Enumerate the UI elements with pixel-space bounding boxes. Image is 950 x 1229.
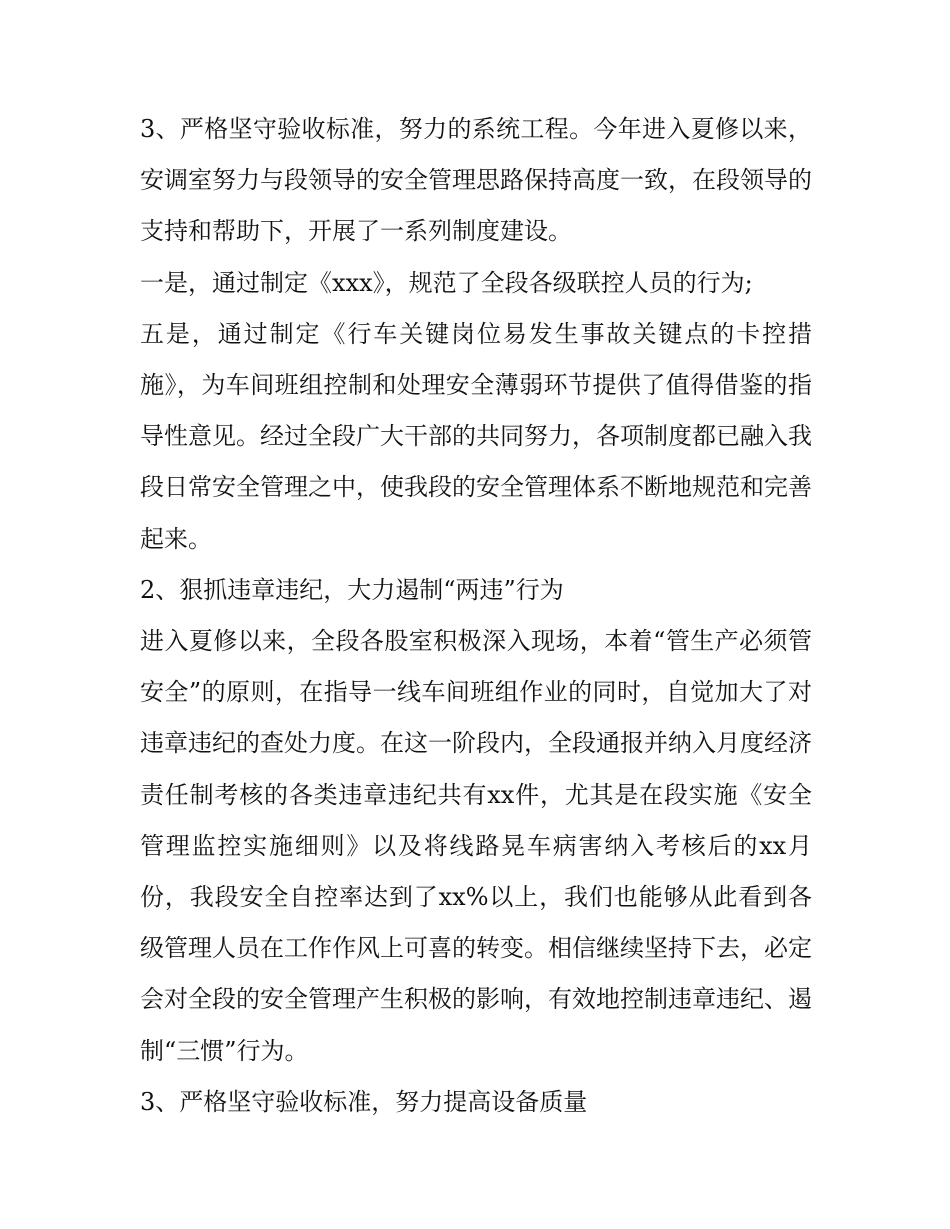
paragraph-first-measure: 一是，通过制定《xxx》，规范了全段各级联控人员的行为; — [140, 268, 753, 297]
paragraph-acceptance-standards-intro: 3、严格坚守验收标准，努力的系统工程。今年进入夏修以来，安调室努力与段领导的安全管理思路保持高度一致，在段领导的支持和帮助下，开展了一系列制度建设。 — [140, 115, 812, 246]
section-heading-violations: 2、狠抓违章违纪，大力遏制“两违”行为 — [140, 575, 564, 604]
document-body — [140, 104, 812, 1128]
paragraph-violations-body: 进入夏修以来，全段各股室积极深入现场，本着“管生产必须管安全”的原则，在指导一线车间班组作业的同时，自觉加大了对违章违纪的查处力度。在这一阶段内，全段通报并纳入月度经济责任制考核的各类违章违纪共有xx件，尤其是在段实施《安全管理监控实施细则》以及将线路晃车病害纳入考核后的xx月份，我段安全自控率达到了xx%以上，我们也能够从此看到各级管理人员在工作作风上可喜的转变。相信继续坚持下去，必定会对全段的安全管理产生积极的影响，有效地控制违章违纪、遏制“三惯”行为。 — [140, 627, 812, 1065]
paragraph-fifth-measure: 五是，通过制定《行车关键岗位易发生事故关键点的卡控措施》，为车间班组控制和处理安全薄弱环节提供了值得借鉴的指导性意见。经过全段广大干部的共同努力，各项制度都已融入我段日常安全管理之中，使我段的安全管理体系不断地规范和完善起来。 — [140, 319, 812, 553]
section-heading-equipment-quality: 3、严格坚守验收标准，努力提高设备质量 — [140, 1087, 588, 1116]
